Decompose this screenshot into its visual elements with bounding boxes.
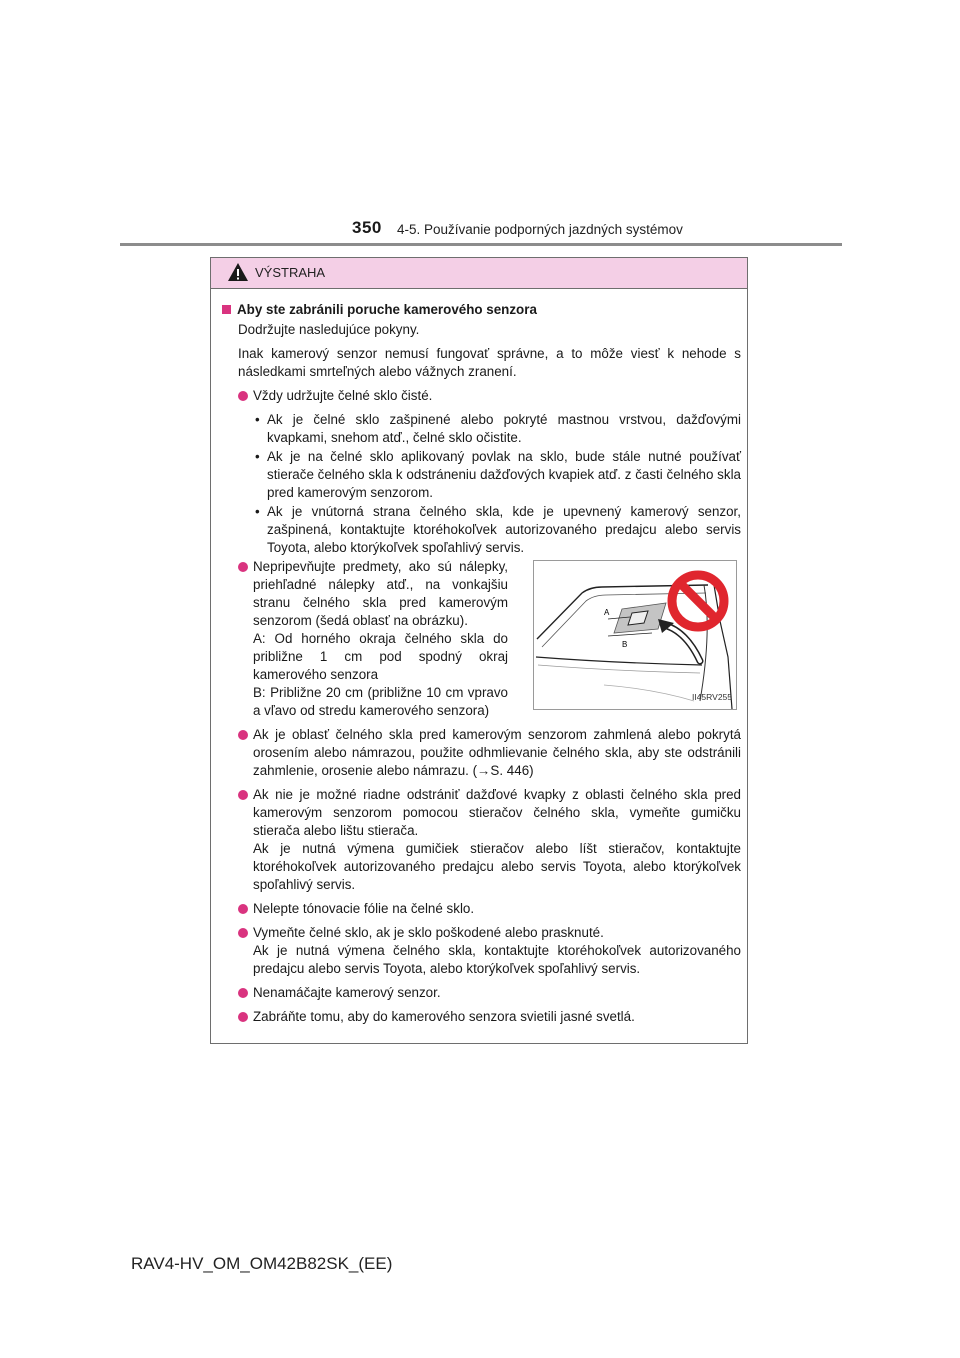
round-bullet-icon (238, 928, 248, 938)
bullet-defog (221, 726, 741, 780)
bullet-text-2: Ak je nutná výmena čelného skla, kontaktujte ktoréhokoľvek autorizovaného predajcu alebo servis Toyota, alebo ktorýkoľvek spoľahlivý servis. (253, 943, 741, 976)
warning-box (210, 257, 748, 1044)
warning-triangle-icon (227, 262, 249, 282)
intro-text: Dodržujte nasledujúce pokyny. (238, 322, 420, 337)
sub-bullet-mark: • (255, 412, 260, 427)
header-rule (120, 243, 842, 246)
document-code: RAV4-HV_OM_OM42B82SK_(EE) (131, 1254, 393, 1273)
round-bullet-icon (238, 988, 248, 998)
sub-bullet-mark: • (255, 504, 260, 519)
windshield-illustration (533, 560, 737, 710)
bullet-text: Zabráňte tomu, aby do kamerového senzora svietili jasné svetlá. (253, 1009, 635, 1024)
bullet-text: Nepripevňujte predmety, ako sú nálepky, priehľadné nálepky atď., na vonkajšiu stranu čelného skla pred kamerovým senzorom (šedá oblasť na obrázku). (253, 559, 508, 628)
page-number: 350 (352, 218, 382, 237)
bullet-no-wetting (221, 984, 741, 1002)
label-b: B (622, 640, 628, 649)
bullet-text: Vymeňte čelné sklo, ak je sklo poškodené alebo prasknuté. (253, 925, 604, 940)
windshield-diagram (534, 561, 736, 709)
round-bullet-icon (238, 904, 248, 914)
warning-label: VÝSTRAHA (255, 265, 326, 280)
warning-heading-text: Aby ste zabránili poruche kamerového senzora (237, 302, 537, 317)
bullet-text-b: B: Približne 20 cm (približne 10 cm vpravo a vľavo od stredu kamerového senzora) (253, 685, 508, 718)
bullet-text: Nelepte tónovacie fólie na čelné sklo. (253, 901, 475, 916)
sub-bullet-mark: • (255, 449, 260, 464)
round-bullet-icon (238, 391, 248, 401)
round-bullet-icon (238, 730, 248, 740)
sub-item-text: Ak je na čelné sklo aplikovaný povlak na sklo, bude stále nutné používať stierače čelného skla k odstráneniu dažďových kvapiek atď. z časti čelného skla pred kamerovým senzorom. (267, 449, 741, 500)
figure-row (221, 558, 741, 720)
warning-content (211, 289, 747, 1026)
warning-heading (221, 301, 741, 319)
bullet-keep-clean (221, 387, 741, 405)
sub-item (221, 448, 741, 502)
round-bullet-icon (238, 562, 248, 572)
bullet-bright-lights (221, 1008, 741, 1026)
bullet-replace-windshield (221, 924, 741, 978)
bullet-no-stickers (221, 558, 508, 720)
section-title: 4-5. Používanie podporných jazdných systémov (397, 222, 683, 237)
intro-text-2: Inak kamerový senzor nemusí fungovať správne, a to môže viesť k nehode s následkami smrteľných alebo vážnych zranení. (238, 346, 741, 379)
warning-header (211, 258, 747, 289)
round-bullet-icon (238, 790, 248, 800)
figure-caption: II45RV255 (691, 692, 732, 702)
sub-item-text: Ak je vnútorná strana čelného skla, kde je upevnený kamerový senzor, zašpinená, kontaktujte ktoréhokoľvek autorizovaného predajcu alebo servis Toyota, alebo ktorýkoľvek spoľahlivý servis. (267, 504, 741, 555)
bullet-text: Vždy udržujte čelné sklo čisté. (253, 388, 433, 403)
bullet-text: Nenamáčajte kamerový senzor. (253, 985, 441, 1000)
label-a: A (604, 608, 610, 617)
bullet-text: Ak je oblasť čelného skla pred kamerovým senzorom zahmlená alebo pokrytá orosením alebo námrazou, použite odhmlievanie čelného skla, aby ste odstránili zahmlenie, orosenie alebo námrazu. (→S. 446) (253, 727, 741, 778)
sub-item (221, 503, 741, 557)
square-bullet-icon (222, 305, 231, 314)
bullet-tint-film (221, 900, 741, 918)
bullet-wiper-blade (221, 786, 741, 894)
sub-item-text: Ak je čelné sklo zašpinené alebo pokryté mastnou vrstvou, dažďovými kvapkami, snehom atď., čelné sklo očistite. (267, 412, 741, 445)
bullet-text: Ak nie je možné riadne odstrániť dažďové kvapky z oblasti čelného skla pred kamerovým senzorom pomocou stieračov čelného skla, vymeňte gumičku stierača alebo lištu stierača. (253, 787, 741, 838)
bullet-text-2: Ak je nutná výmena gumičiek stieračov alebo líšt stieračov, kontaktujte ktoréhokoľvek autorizovaného predajcu alebo servis Toyota, alebo ktorýkoľvek spoľahlivý servis. (253, 841, 741, 892)
sub-item (221, 411, 741, 447)
round-bullet-icon (238, 1012, 248, 1022)
bullet-text-a: A: Od horného okraja čelného skla do približne 1 cm pod spodný okraj kamerového senzora (253, 631, 508, 682)
